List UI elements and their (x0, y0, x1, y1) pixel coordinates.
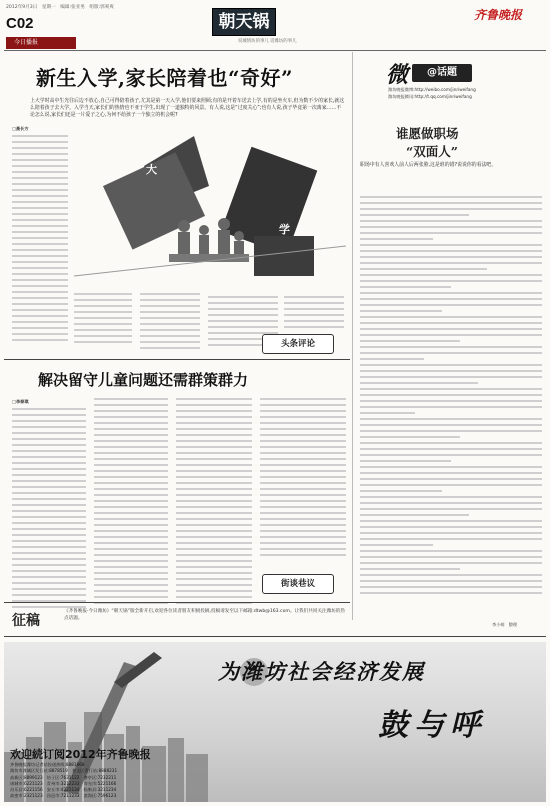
ad-contact-line: 诸城市:6221123 青州市:3212233 寿光市:5221166 (10, 780, 117, 786)
sidebar-opinions (360, 196, 542, 598)
ad-calligraphy-slogan: 为潍坊社会经济发展 (218, 659, 425, 684)
campus-gate-illustration (74, 126, 346, 292)
second-body-col1 (12, 408, 86, 612)
weibo-topic-text: @话题 (427, 67, 457, 78)
tag-street-talk-label: 街谈巷议 (280, 579, 315, 589)
page-number: C02 (6, 15, 34, 32)
second-body-col4 (260, 398, 346, 560)
weibo-line-2: 潍坊晚报腾讯:http://t.qq.com/jinriweifang (388, 94, 472, 99)
column-title: 朝天锅 (218, 12, 270, 32)
second-body-col2 (94, 398, 168, 608)
weibo-box (360, 56, 544, 112)
date-line: 2012年9月3日 星期一 编辑:张亚男 组版:郭爽爽 (6, 5, 114, 10)
sidebar-heading-1: 谁愿做职场 (396, 126, 459, 141)
lead-body-col5 (284, 296, 344, 332)
illustration-caption-1: 大 (146, 163, 157, 176)
ad-contact-list (10, 762, 270, 800)
ad-contact-line: 齐鲁晚报潍坊记者站投递热线:8881868 (10, 762, 85, 767)
tag-headline-comment (262, 334, 334, 354)
illustration-caption-2: 学 (279, 223, 290, 236)
ad-calligraphy-big: 鼓与呼 (378, 708, 486, 743)
lead-byline: □高长方 (12, 126, 29, 131)
sidebar-intro: 职场中有人喜欢人前人后两张脸,这是谁的错?说说你的看法吧。 (360, 162, 497, 168)
column-subtitle: 说城情坊的事儿 话潍坊的事儿 (238, 39, 297, 44)
lead-illustration (74, 126, 346, 292)
sidebar-columnist: 李小萌 整理 (492, 622, 518, 627)
ad-contact-line: 高新区:8899123 坊子区:7631122 寒亭区:7232211 (10, 774, 117, 780)
second-body-col3 (176, 398, 252, 608)
ad-contact-line: 昌乐县:6221156 安丘市:4221134 临朐县:3211234 (10, 787, 117, 793)
ad-welcome-line: 欢迎続订阅2012年齐鲁晚报 (10, 748, 151, 761)
tag-headline-comment-label: 头条评论 (280, 339, 315, 349)
weibo-topic-label (412, 64, 472, 82)
call-for-papers-text: 《齐鲁晚报·今日潍坊》“朝天锅”版全新开启,欢迎各位读者朋友积极投稿,投稿请发至以下邮箱:dtwb@163.com。让我们共同关注潍坊的热点话题。 (64, 609, 345, 621)
second-headline: 解决留守儿童问题还需群策群力 (38, 371, 249, 389)
section-tag: 今日播报 (6, 37, 76, 49)
ad-contact-line: 潍坊市潍城区发行站:8878519 奎文区发行站:8888231 (10, 768, 118, 774)
lead-body-col1 (12, 135, 68, 345)
tag-street-talk (262, 574, 334, 594)
column-title-block (212, 8, 276, 36)
ad-contact-line: 高密市:2321123 昌邑市:7211233 滨海区:7596123 (10, 793, 117, 799)
call-for-papers-label: 征稿 (12, 613, 40, 629)
ad-banner (4, 642, 546, 802)
lead-headline: 新生入学,家长陪着也“奇好” (36, 66, 293, 90)
paper-logo: 齐鲁晚报 (474, 8, 523, 22)
second-byline: □李泰琪 (12, 399, 29, 404)
lead-deck: 上大学时高中生光往后边不放心,自己可得陪着孩子,尤其是第一天入学,他们要来照顾;有的是开着车送去上学,有的是坐火车,但为数不少的家长,就这么陪着孩子去大学。入学当天,家长们的热情也不亚于学生,出现了一道独特的风景。有人说,这是“过度关心”;也有人说,孩子毕竟第一次离家……不论怎么说,家长们还是一片爱子之心,为何不给孩子一个独立的机会呢? (30, 98, 345, 118)
sidebar-heading-2: “双面人” (406, 144, 458, 159)
weibo-logo: 微 (386, 62, 409, 88)
weibo-line-1: 潍坊晚报微博:http://weibo.com/jinriweifang (388, 87, 476, 92)
